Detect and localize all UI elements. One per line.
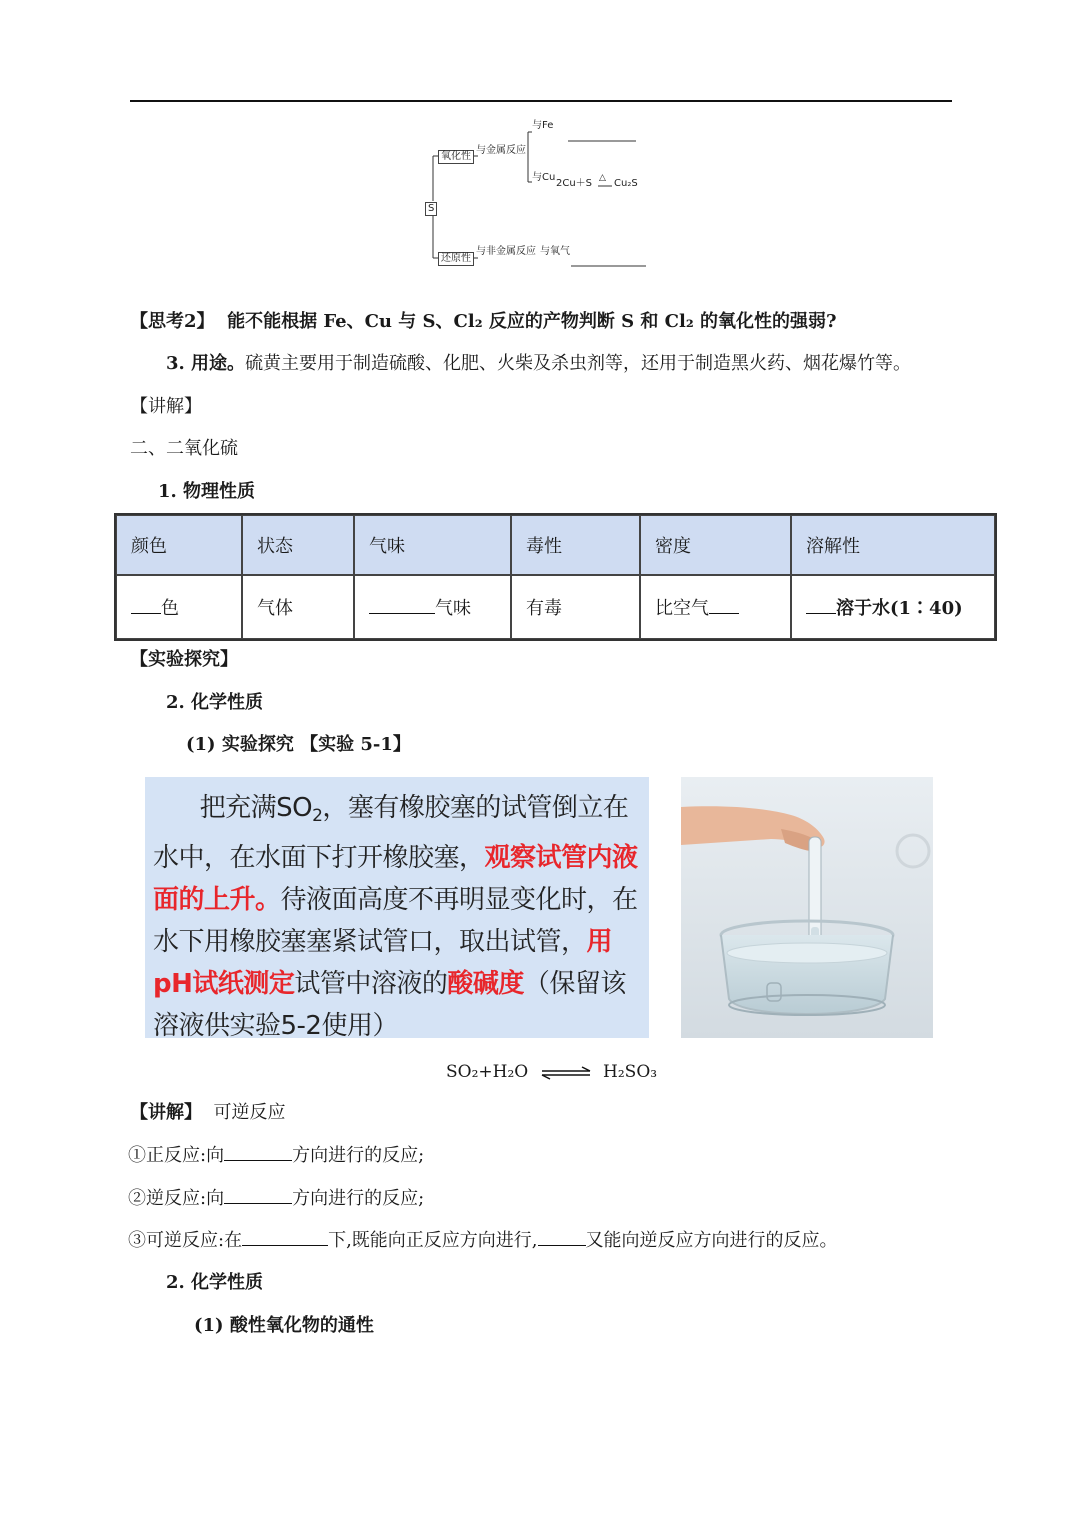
section-sulfur-dioxide: 二、二氧化硫 — [130, 438, 238, 459]
header-color: 颜色 — [116, 515, 242, 575]
item-1-suffix: 方向进行的反应; — [292, 1145, 425, 1166]
item-forward-reaction — [128, 1142, 424, 1169]
cell-toxicity: 有毒 — [511, 575, 640, 639]
experiment-photo — [681, 777, 933, 1038]
diagram-cu-equation: 2Cu＋S — [556, 178, 593, 189]
item-3-suffix: 又能向逆反应方向进行的反应。 — [585, 1230, 838, 1251]
reversible-reaction-heading — [130, 1100, 285, 1126]
diagram-center-s: S — [425, 202, 437, 216]
exp-text-1: 把充满SO — [199, 793, 313, 823]
cell-odor — [354, 575, 511, 639]
think-2-question — [130, 309, 837, 335]
exp-highlight-acidity: 酸碱度 — [447, 969, 524, 999]
diagram-reducing: 还原性 — [438, 252, 474, 266]
cell-state: 气体 — [242, 575, 354, 639]
cell-solubility — [791, 575, 995, 639]
think-2-text: 能不能根据 Fe、Cu 与 S、Cl₂ 反应的产物判断 S 和 Cl₂ 的氧化性的强弱? — [227, 311, 837, 332]
physical-properties-heading: 1. 物理性质 — [158, 481, 256, 502]
item-2-suffix: 方向进行的反应; — [292, 1188, 425, 1209]
item-reversible-reaction — [128, 1227, 838, 1254]
blank-color[interactable] — [131, 595, 161, 614]
table-row — [116, 575, 995, 639]
cell-odor-text: 气味 — [435, 598, 471, 619]
header-solubility: 溶解性 — [791, 515, 995, 575]
blank-odor[interactable] — [369, 595, 435, 614]
diagram-nonmetal-reaction: 与非金属反应 — [476, 246, 536, 257]
header-density: 密度 — [640, 515, 791, 575]
diagram-with-o2: 与氧气 — [540, 246, 570, 257]
diagram-with-cu: 与Cu — [532, 172, 556, 183]
equation-right: H₂SO₃ — [603, 1062, 658, 1082]
blank-simultaneous[interactable] — [538, 1227, 586, 1246]
experiment-5-1-line: (1) 实验探究 【实验 5-1】 — [186, 734, 411, 755]
item-2-prefix: ②逆反应:向 — [128, 1188, 225, 1209]
diagram-cu-product: Cu₂S — [614, 178, 638, 189]
table-header-row — [116, 515, 995, 575]
exp-highlight-observe: 观察试管内液面的上升。 — [153, 843, 638, 915]
think-2-tag: 【思考2】 — [130, 311, 215, 332]
exp-text-4: 试管中溶液的 — [294, 969, 448, 999]
equation-left: SO₂+H₂O — [446, 1062, 529, 1082]
blank-reverse[interactable] — [224, 1185, 292, 1204]
diagram-with-fe: 与Fe — [532, 120, 554, 131]
experiment-instructions-box — [145, 777, 649, 1041]
item-3-prefix: ③可逆反应:在 — [128, 1230, 243, 1251]
uses-label: 3. 用途。 — [166, 353, 246, 374]
item-reverse-reaction — [128, 1185, 424, 1212]
header-odor: 气味 — [354, 515, 511, 575]
cell-density-text: 比空气 — [655, 598, 709, 619]
diagram-cu-condition: △ — [599, 173, 606, 183]
blank-condition[interactable] — [242, 1227, 328, 1246]
blank-density[interactable] — [709, 595, 739, 614]
physical-properties-table — [114, 513, 997, 641]
acidic-oxide-heading: (1) 酸性氧化物的通性 — [194, 1315, 374, 1336]
explain-tag-1: 【讲解】 — [130, 396, 202, 417]
exp-text-sub: 2 — [312, 806, 323, 826]
header-toxicity: 毒性 — [511, 515, 640, 575]
explain-title: 可逆反应 — [213, 1102, 286, 1123]
cell-density — [640, 575, 791, 639]
exp-highlight-ph: 用pH试纸测定 — [153, 927, 613, 999]
diagram-oxidizing: 氧化性 — [438, 150, 474, 164]
diagram-lines — [418, 116, 658, 274]
blank-solubility[interactable] — [806, 595, 836, 614]
cell-color — [116, 575, 242, 639]
uses-paragraph — [166, 351, 911, 377]
reversible-equation — [446, 1060, 657, 1084]
sulfur-property-diagram — [418, 116, 658, 274]
exp-text-2: ，塞有橡胶塞的试管倒立在水中，在水面下打开橡胶塞， — [153, 793, 629, 873]
header-state: 状态 — [242, 515, 354, 575]
reversible-arrow-icon — [540, 1066, 592, 1080]
blank-forward[interactable] — [224, 1142, 292, 1161]
experiment-tag: 【实验探究】 — [130, 649, 238, 670]
exp-text-5: （保留该溶液供实验5-2使用） — [153, 969, 626, 1041]
header-rule — [130, 100, 952, 102]
item-3-middle: 下,既能向正反应方向进行, — [328, 1230, 538, 1251]
experiment-instructions-text — [153, 787, 641, 1047]
uses-text: 硫黄主要用于制造硫酸、化肥、火柴及杀虫剂等，还用于制造黑火药、烟花爆竹等。 — [245, 353, 912, 374]
chemical-properties-heading-2: 2. 化学性质 — [166, 1272, 264, 1293]
exp-text-3: 待液面高度不再明显变化时，在水下用橡胶塞塞紧试管口，取出试管， — [153, 885, 638, 957]
cell-color-text: 色 — [161, 598, 179, 619]
explain-tag-2: 【讲解】 — [130, 1102, 202, 1123]
chemical-properties-heading: 2. 化学性质 — [166, 692, 264, 713]
diagram-metal-reaction: 与金属反应 — [476, 145, 526, 156]
cell-solubility-text: 溶于水(1∶40) — [836, 598, 963, 619]
item-1-prefix: ①正反应:向 — [128, 1145, 225, 1166]
